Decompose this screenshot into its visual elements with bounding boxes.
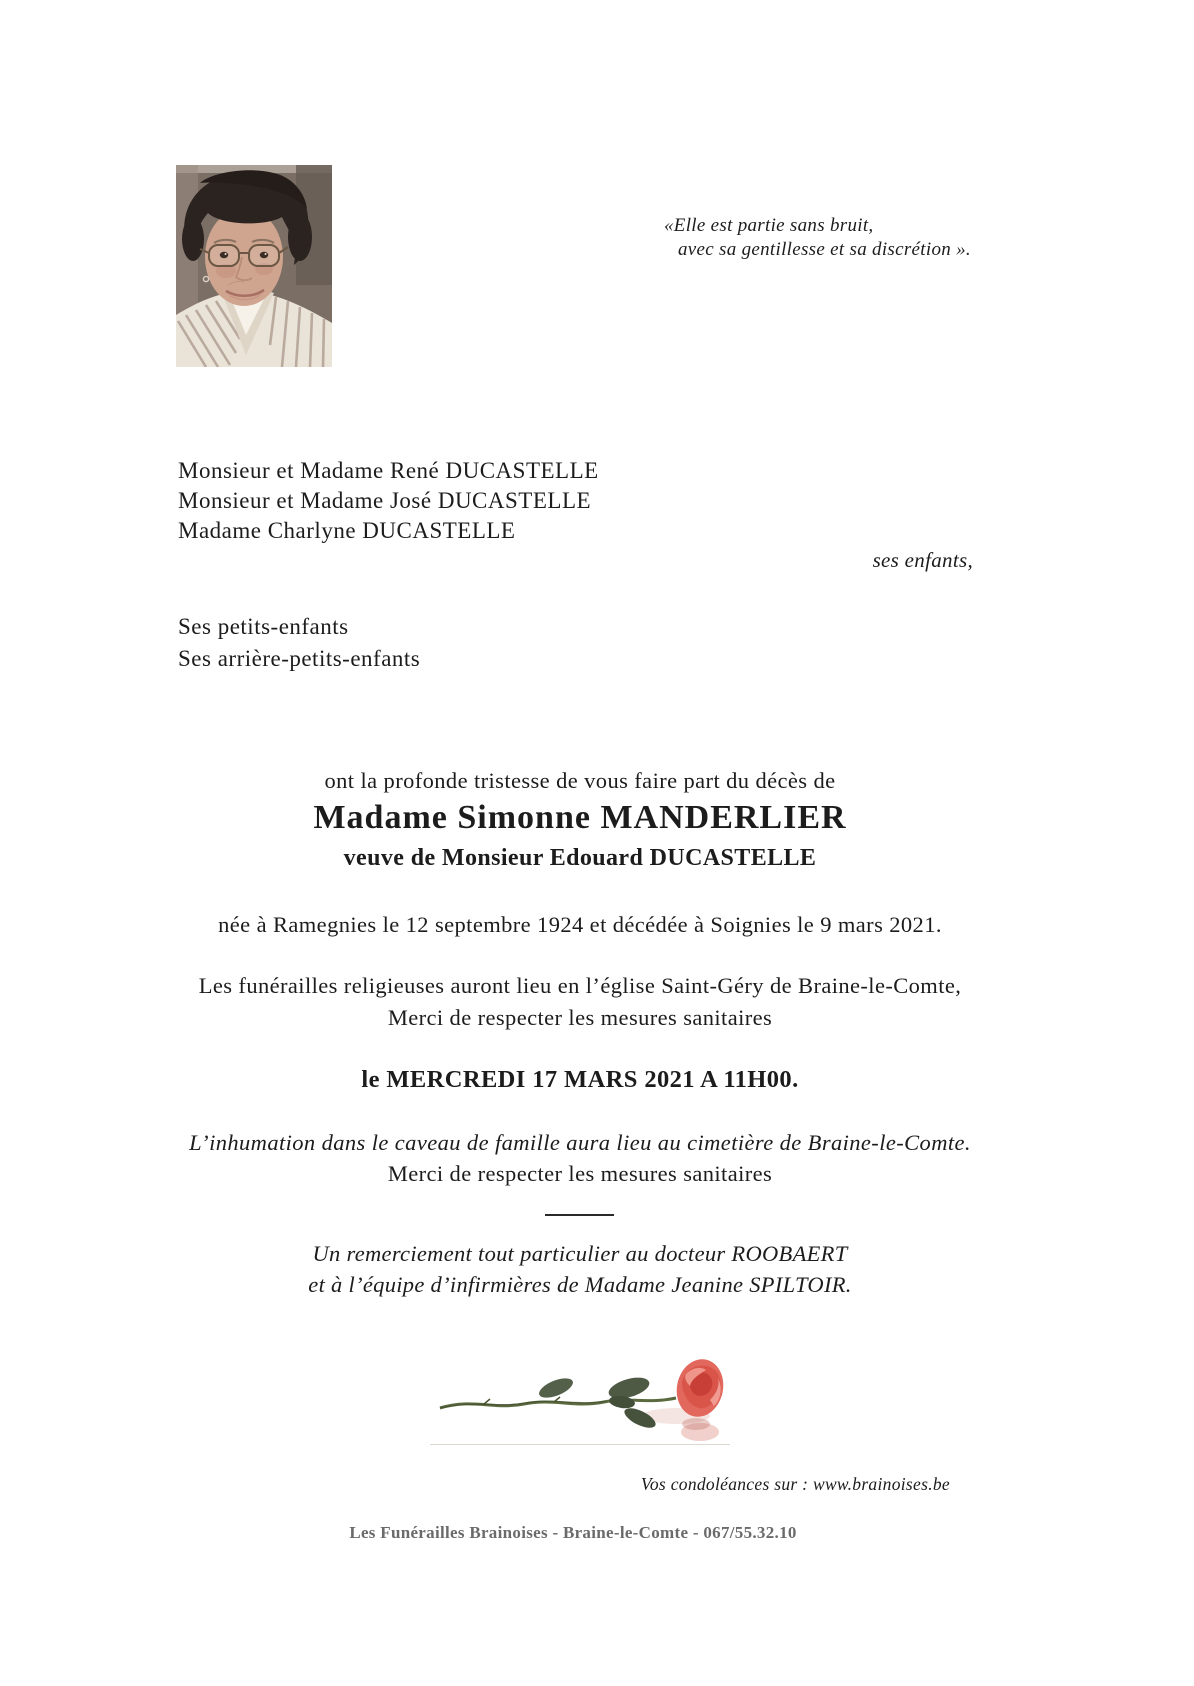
children-names-list <box>178 456 599 546</box>
memorial-quote <box>664 214 971 262</box>
child-name-line: Monsieur et Madame René DUCASTELLE <box>178 458 599 483</box>
rose-icon <box>424 1344 744 1448</box>
rose-image <box>424 1344 744 1448</box>
thanks-line-2: et à l’équipe d’infirmières de Madame Jeanine SPILTOIR. <box>308 1272 852 1297</box>
sanitary-notice-2: Merci de respecter les mesures sanitaires <box>387 1161 773 1186</box>
thanks-line-1: Un remerciement tout particulier au docteur ROOBAERT <box>312 1241 848 1266</box>
ceremony-place-line: Les funérailles religieuses auront lieu en l’église Saint-Géry de Braine-le-Comte, <box>198 973 962 998</box>
rose-shadow-line <box>430 1444 730 1445</box>
rose-bloom <box>671 1355 728 1441</box>
portrait-photo-image <box>176 165 332 367</box>
sanitary-notice-1: Merci de respecter les mesures sanitaires <box>387 1005 773 1030</box>
footer-funeral-home: Les Funérailles Brainoises - Braine-le-Comte - 067/55.32.10 <box>349 1523 797 1542</box>
memorial-quote-line1: «Elle est partie sans bruit, <box>664 215 874 236</box>
burial-line: L’inhumation dans le caveau de famille aura lieu au cimetière de Braine-le-Comte. <box>189 1130 971 1155</box>
great-grandchildren-line: Ses arrière-petits-enfants <box>178 646 421 671</box>
ceremony-datetime: le MERCREDI 17 MARS 2021 A 11H00. <box>361 1066 799 1093</box>
portrait-photo <box>176 165 332 367</box>
thanks-block <box>0 1238 1160 1300</box>
life-dates-line: née à Ramegnies le 12 septembre 1924 et décédée à Soignies le 9 mars 2021. <box>218 912 942 937</box>
children-caption: ses enfants, <box>872 548 973 572</box>
widow-of-line: veuve de Monsieur Edouard DUCASTELLE <box>343 845 817 871</box>
memorial-quote-line2: avec sa gentillesse et sa discrétion ». <box>678 239 971 260</box>
child-name-line: Monsieur et Madame José DUCASTELLE <box>178 488 592 513</box>
announcement-intro: ont la profonde tristesse de vous faire part du décès de <box>324 768 836 793</box>
condolences-line: Vos condoléances sur : www.brainoises.be <box>640 1474 950 1494</box>
grandchildren-list <box>178 611 420 675</box>
grandchildren-line: Ses petits-enfants <box>178 614 349 639</box>
child-name-line: Madame Charlyne DUCASTELLE <box>178 518 516 543</box>
deceased-name: Madame Simonne MANDERLIER <box>313 799 847 836</box>
separator-rule <box>545 1214 614 1216</box>
